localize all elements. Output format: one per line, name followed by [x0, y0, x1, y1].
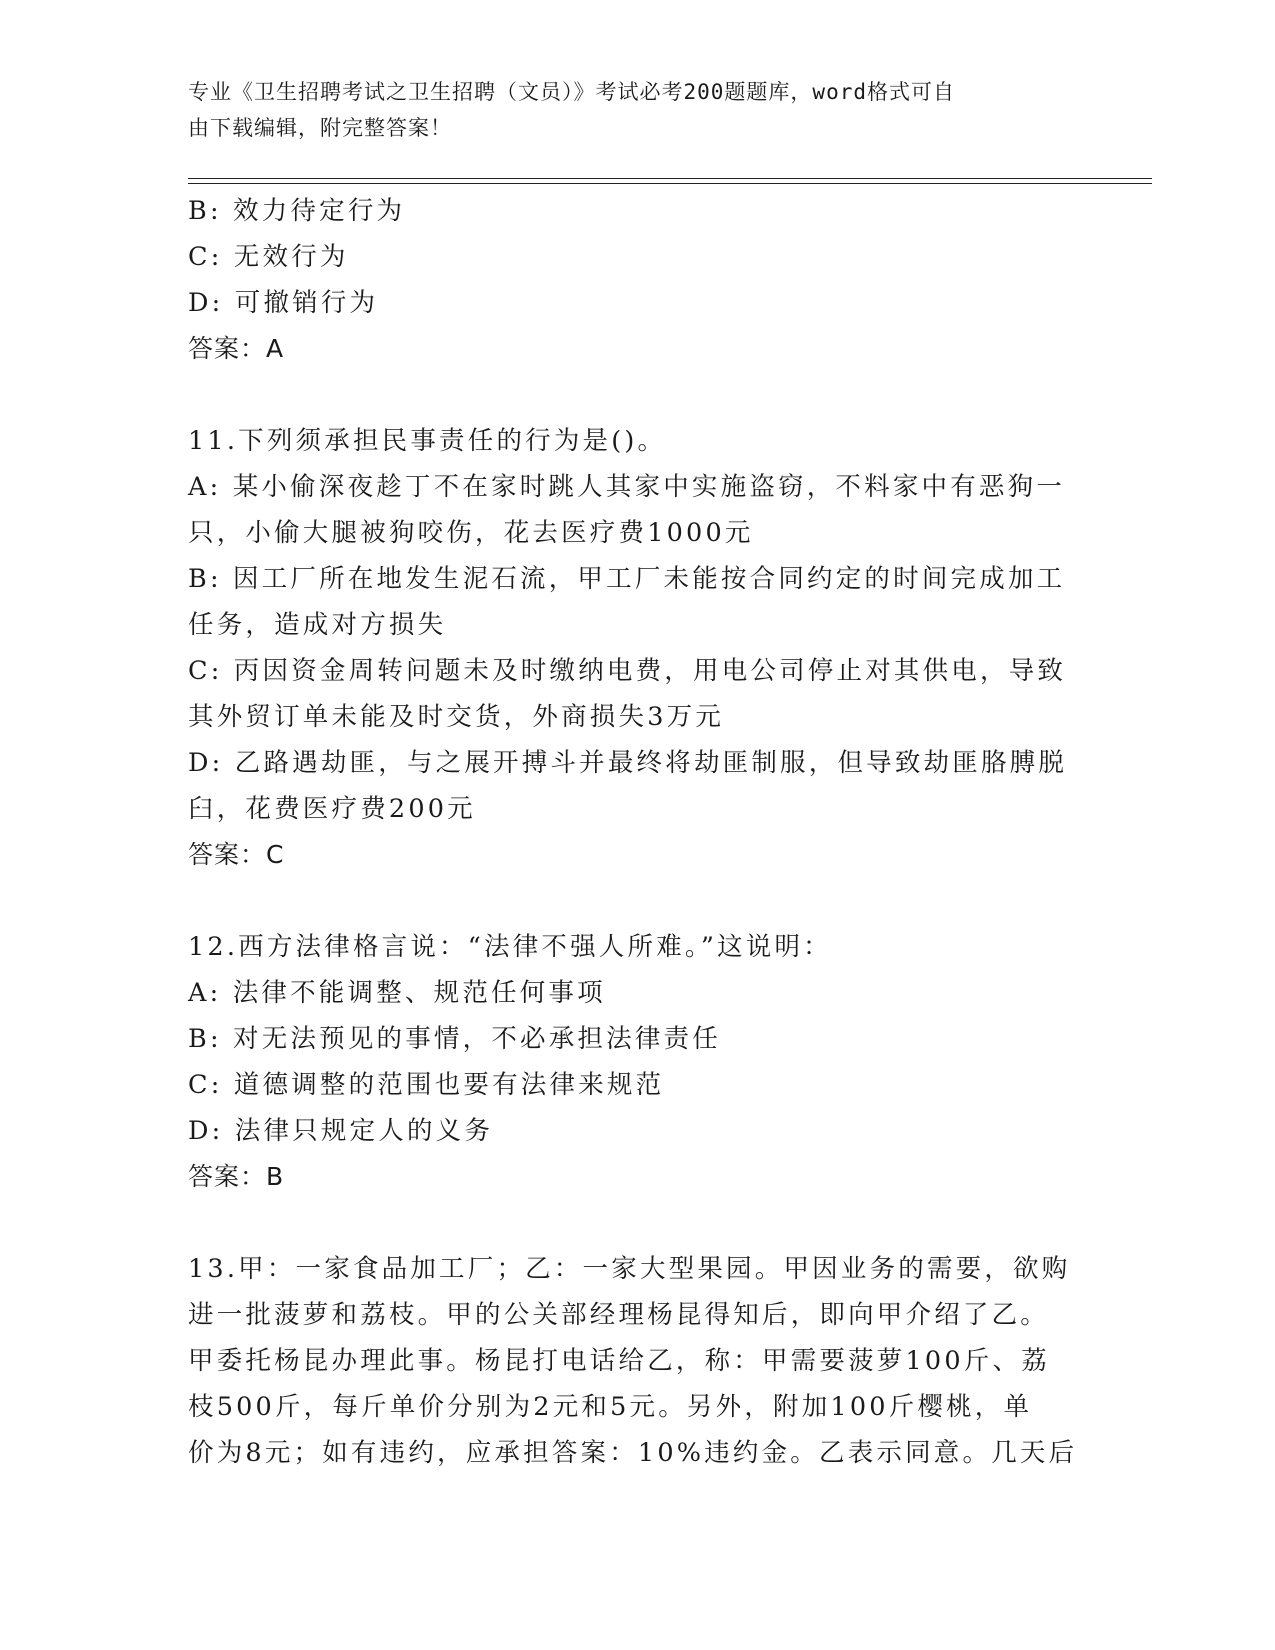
header-line-1: 专业《卫生招聘考试之卫生招聘（文员）》考试必考200题题库，word格式可自: [188, 80, 955, 104]
q11-option-d-line-1: D: 乙路遇劫匪，与之展开搏斗并最终将劫匪制服，但导致劫匪胳膊脱: [188, 748, 1068, 778]
document-body: [188, 188, 1078, 1476]
header-line-2: 由下载编辑，附完整答案！: [188, 116, 452, 140]
q10-answer: 答案：A: [188, 334, 285, 363]
q10-option-c: C: 无效行为: [188, 242, 349, 272]
q13-line-5: 价为8元；如有违约，应承担答案：10%违约金。乙表示同意。几天后: [188, 1438, 1078, 1468]
q11-option-a-line-2: 只，小偷大腿被狗咬伤，花去医疗费1000元: [188, 518, 754, 548]
q12-answer: 答案：B: [188, 1162, 285, 1191]
q12-option-c: C: 道德调整的范围也要有法律来规范: [188, 1070, 665, 1100]
q12-option-d: D: 法律只规定人的义务: [188, 1116, 494, 1146]
spacer: [188, 878, 1068, 924]
question-12: [188, 924, 1068, 1200]
q11-option-c-line-1: C: 丙因资金周转问题未及时缴纳电费，用电公司停止对其供电，导致: [188, 656, 1067, 686]
q13-line-4: 枝500斤，每斤单价分别为2元和5元。另外，附加100斤樱桃，单: [188, 1392, 1033, 1422]
q12-stem: 12.西方法律格言说：“法律不强人所难。”这说明：: [188, 932, 832, 962]
q12-option-b: B: 对无法预见的事情，不必承担法律责任: [188, 1024, 721, 1054]
document-header: [188, 74, 1068, 146]
q13-line-3: 甲委托杨昆办理此事。杨昆打电话给乙，称：甲需要菠萝100斤、荔: [188, 1346, 1050, 1376]
spacer: [188, 372, 1068, 418]
q10-option-d: D: 可撤销行为: [188, 288, 379, 318]
q11-option-d-line-2: 臼，花费医疗费200元: [188, 794, 476, 824]
q11-answer: 答案：C: [188, 840, 285, 869]
header-divider-top: [188, 178, 1152, 179]
header-divider-bottom: [188, 183, 1152, 184]
q11-option-b-line-2: 任务，造成对方损失: [188, 610, 447, 640]
q11-option-a-line-1: A: 某小偷深夜趁丁不在家时跳人其家中实施盗窃，不料家中有恶狗一: [188, 472, 1066, 502]
question-10: [188, 188, 1068, 372]
question-11: [188, 418, 1068, 878]
q11-option-c-line-2: 其外贸订单未能及时交货，外商损失3万元: [188, 702, 725, 732]
question-13: [188, 1246, 1078, 1476]
q11-option-b-line-1: B: 因工厂所在地发生泥石流，甲工厂未能按合同约定的时间完成加工: [188, 564, 1066, 594]
q13-line-2: 进一批菠萝和荔枝。甲的公关部经理杨昆得知后，即向甲介绍了乙。: [188, 1300, 1050, 1330]
q10-option-b: B: 效力待定行为: [188, 196, 406, 226]
q13-line-1: 13.甲：一家食品加工厂；乙：一家大型果园。甲因业务的需要，欲购: [188, 1254, 1071, 1284]
spacer: [188, 1200, 1068, 1246]
q11-stem: 11.下列须承担民事责任的行为是()。: [188, 426, 667, 456]
q12-option-a: A: 法律不能调整、规范任何事项: [188, 978, 606, 1008]
